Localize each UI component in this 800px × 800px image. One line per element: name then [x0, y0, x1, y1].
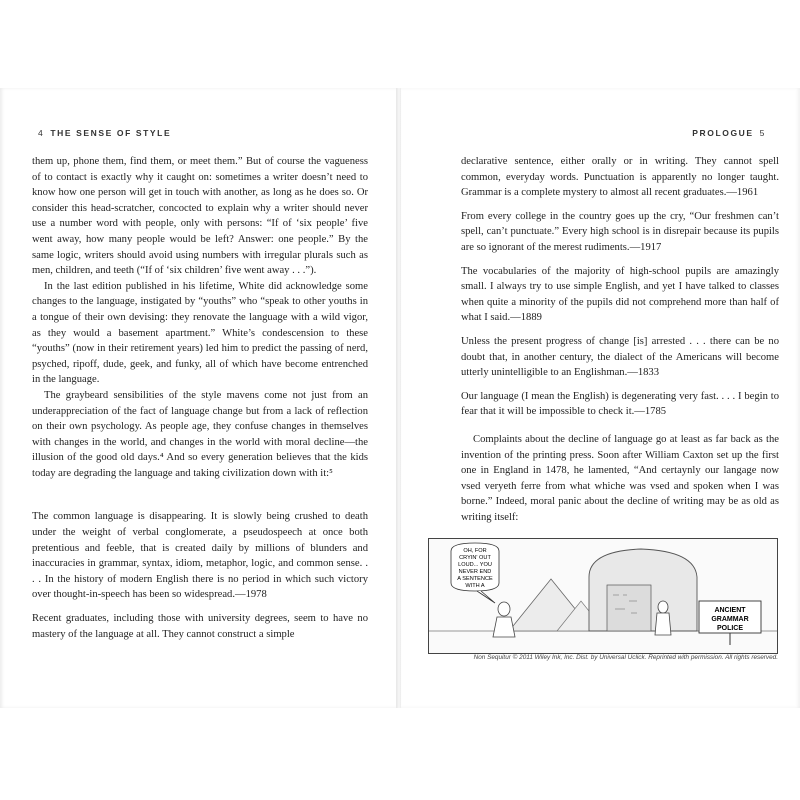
right-running-head-title: PROLOGUE [692, 128, 754, 138]
left-body-text [32, 154, 368, 642]
right-body-text [461, 154, 779, 525]
block-quote: Recent graduates, including those with university degrees, seem to have no mastery of the language at all. They cannot construct a simple [32, 613, 368, 640]
sign-line: GRAMMAR [711, 616, 749, 623]
writer-figure [655, 613, 671, 635]
body-paragraph: The graybeard sensibilities of the style mavens come not just from an underappreciation of the fact of language change but from a lack of reflection on their own psychology. As people age, they confuse changes in themselves with changes in the world, and changes in the world with moral decline—the illusion of the good old days.⁴ And so every generation believes that the kids today are degrading the language and taking civilization down with it:⁵ [32, 389, 368, 479]
balloon-line: A SENTENCE [457, 576, 493, 582]
right-page-number: 5 [759, 128, 766, 138]
comic-strip [428, 538, 778, 654]
right-running-head [692, 128, 772, 138]
figure-robe [493, 617, 515, 637]
sign-line: POLICE [716, 625, 744, 632]
body-paragraph: Complaints about the decline of language go at least as far back as the invention of the printing press. Soon after William Caxton set up the first one in England in 1478, he lamented, “And certaynly our langage now vsed veryeth ferre from what whiche was vsed and spoken when I was borne.” Indeed, moral panic about the decline of writing may be as old as writing itself: [461, 433, 779, 523]
body-paragraph: them up, phone them, find them, or meet them.” But of course the vagueness of to contact is exactly why it caught on: sometimes a writer doesn’t need to know how one person will get in touch with another, as long as he does so. Or consider this head-scratcher, concocted to explain why a writer should never use a number word with people, only with persons: “If of ‘six people’ five went away, how many people would be left? Answer: one people.” By the same logic, writers should avoid using numbers with irregular plurals such as men, children, and teeth (“If of ‘six children’ five went away . . .”). [32, 156, 368, 277]
block-quote: The vocabularies of the majority of high-school pupils are amazingly small. I always try to use simple English, and yet I have talked to classes when quite a minority of the pupils did not comprehend more than half of what I said.—1889 [461, 265, 779, 324]
balloon-line: NEVER END [458, 569, 492, 575]
balloon-line: LOUD... YOU [458, 562, 492, 568]
balloon-line: CRYIN' OUT [459, 555, 491, 561]
left-running-head-title: THE SENSE OF STYLE [50, 128, 172, 138]
block-quote: Our language (I mean the English) is degenerating very fast. . . . I begin to fear that it will be impossible to check it.—1785 [461, 390, 779, 418]
comic-illustration [429, 539, 778, 654]
left-running-head [32, 128, 171, 138]
balloon-line: OH, FOR [463, 548, 487, 554]
body-paragraph: In the last edition published in his lifetime, White did acknowledge some changes to the language, instigated by “youths” who “speak to other youths in a tongue of their own devising: they renovate the language with a wild vigor, as they would a basement apartment.” White’s condescension to these “youths” (now in their retirement years) led him to predict the passing of nerd, psyched, ripoff, dude, geek, and funky, all of which have become entrenched in the language. [32, 280, 368, 386]
block-quote: Unless the present progress of change [is] arrested . . . there can be no doubt that, in another century, the dialect of the Americans will become utterly unintelligible to an Englishman.—1833 [461, 335, 779, 379]
block-quote: The common language is disappearing. It is slowly being crushed to death under the weight of verbal conglomerate, a pseudospeech at once both pretentious and feeble, that is created daily by millions of blunders and inaccuracies in grammar, syntax, idiom, metaphor, logic, and common sense. . . . In the history of modern English there is no period in which such victory over thought-in-speech has been so widespread.—1978 [32, 511, 368, 601]
left-page-number: 4 [38, 128, 45, 138]
cartoon-credit: Non Sequitur © 2011 Wiley Ink, Inc. Dist. by Universal Uclick. Reprinted with permission. All rights reserved. [473, 654, 778, 661]
block-quote: From every college in the country goes up the cry, “Our freshmen can’t spell, can’t punctuate.” Every high school is in disrepair because its pupils are so ignorant of the merest rudiments.—1917 [461, 210, 779, 253]
balloon-line: WITH A [465, 583, 485, 589]
figure-head [498, 602, 510, 616]
left-page [0, 88, 397, 708]
block-quote: declarative sentence, either orally or in writing. They cannot spell common, everyday words. Punctuation is apparently no longer taught. Grammar is a complete mystery to almost all recent graduates.—1961 [461, 156, 779, 199]
sign-line: ANCIENT [714, 607, 746, 614]
temple-doorway [607, 585, 651, 631]
